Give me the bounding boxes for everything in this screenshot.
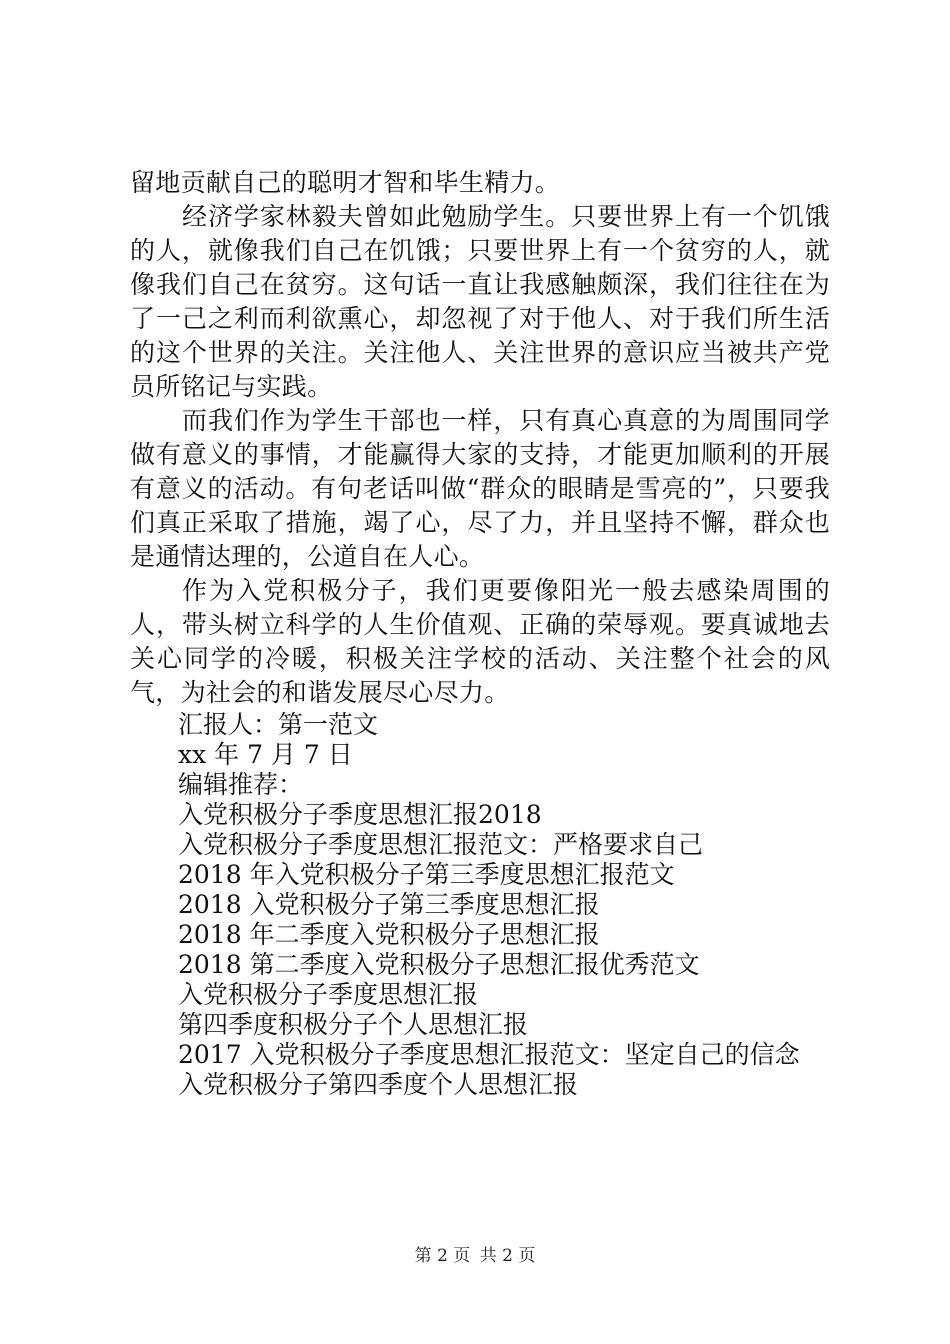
recommend-link[interactable]: 2017 入党积极分子季度思想汇报范文：坚定自己的信念: [178, 1040, 800, 1069]
paragraph-student-cadre: 而我们作为学生干部也一样，只有真心真意的为周围同学做有意义的事情，才能赢得大家的支持，才能更加顺利的开展有意义的活动。有句老话叫做“群众的眼睛是雪亮的”，只要我们真正采取了措施，竭了心，尽了力，并且坚持不懈，群众也是通情达理的，公道自在人心。: [130, 406, 830, 571]
recommend-link[interactable]: 2018 年二季度入党积极分子思想汇报: [178, 920, 600, 949]
recommend-link[interactable]: 入党积极分子季度思想汇报范文：严格要求自己: [178, 830, 704, 859]
recommend-link[interactable]: 入党积极分子季度思想汇报: [178, 980, 479, 1009]
recommend-link[interactable]: 入党积极分子季度思想汇报2018: [178, 800, 542, 829]
recommend-heading: 编辑推荐：: [178, 770, 304, 799]
recommend-list: [130, 800, 830, 1100]
document-body: [130, 166, 830, 1100]
page-total: 共 2 页: [479, 1246, 536, 1266]
recommend-link[interactable]: 2018 第二季度入党积极分子思想汇报优秀范文: [178, 950, 700, 979]
page-footer: [0, 1245, 950, 1267]
page-number: 第 2 页: [414, 1246, 471, 1266]
recommend-link[interactable]: 2018 入党积极分子第三季度思想汇报: [178, 890, 600, 919]
recommend-link[interactable]: 2018 年入党积极分子第三季度思想汇报范文: [178, 860, 675, 889]
paragraph-lin-yifu-quote: 经济学家林毅夫曾如此勉励学生。只要世界上有一个饥饿的人，就像我们自己在饥饿；只要世界上有一个贫穷的人，就像我们自己在贫穷。这句话一直让我感触颇深，我们往往在为了一己之利而利欲熏心，却忽视了对于他人、对于我们所生活的这个世界的关注。关注他人、关注世界的意识应当被共产党员所铭记与实践。: [130, 202, 830, 401]
paragraph-continuation: 留地贡献自己的聪明才智和毕生精力。: [130, 168, 561, 197]
reporter-signature: 汇报人：第一范文: [178, 710, 379, 739]
recommend-link[interactable]: 入党积极分子第四季度个人思想汇报: [178, 1070, 579, 1099]
recommend-link[interactable]: 第四季度积极分子个人思想汇报: [178, 1010, 529, 1039]
paragraph-party-activist: 作为入党积极分子，我们更要像阳光一般去感染周围的人，带头树立科学的人生价值观、正确的荣辱观。要真诚地去关心同学的冷暖，积极关注学校的活动、关注整个社会的风气，为社会的和谐发展尽心尽力。: [130, 576, 830, 707]
report-date: xx 年 7 月 7 日: [178, 740, 353, 769]
